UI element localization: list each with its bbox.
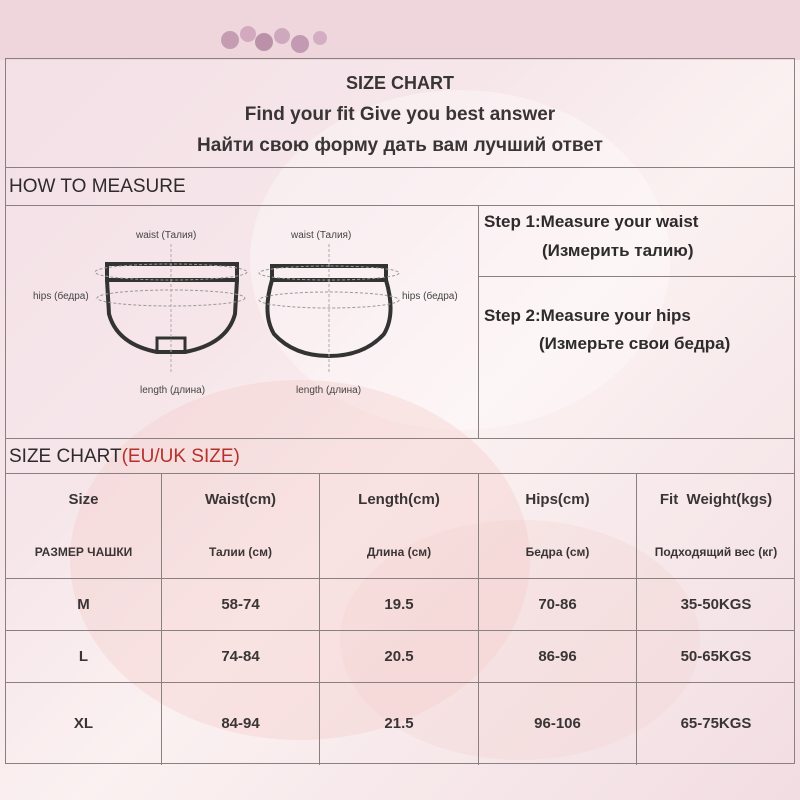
size-chart-heading-suffix: (EU/UK SIZE) xyxy=(121,446,240,467)
col-header-size: Size xyxy=(68,490,99,508)
size-cell: L xyxy=(78,647,89,665)
hips-cell: 96-106 xyxy=(534,714,581,732)
length-cell: 19.5 xyxy=(384,595,414,613)
col-header-size-ru: РАЗМЕР ЧАШКИ xyxy=(34,544,133,559)
waist-cell: 74-84 xyxy=(221,647,260,665)
page-title: SIZE CHART xyxy=(346,73,454,93)
col-header-hips: Hips(cm) xyxy=(525,490,590,508)
back-hips-label: hips (бедра) xyxy=(402,291,458,302)
waist-cell: 58-74 xyxy=(221,595,260,613)
col-header-waist: Waist(cm) xyxy=(204,490,277,508)
col-header-hips-ru: Бедра (см) xyxy=(525,544,590,559)
weight-cell: 50-65KGS xyxy=(680,647,752,665)
subtitle-english: Find your fit Give you best answer xyxy=(244,104,556,125)
step1-russian-text: (Измерить талию) xyxy=(542,241,694,260)
col-header-waist-ru: Талии (см) xyxy=(209,544,272,559)
weight-cell: 35-50KGS xyxy=(680,595,752,613)
step2-text: Step 2:Measure your hips xyxy=(484,306,691,325)
step2-russian-text: (Измерьте свои бедра) xyxy=(539,334,731,353)
hips-cell: 86-96 xyxy=(538,647,577,665)
size-chart-heading-prefix: SIZE CHART xyxy=(9,446,122,467)
front-length-label: length (длина) xyxy=(140,385,206,396)
waist-cell: 84-94 xyxy=(221,714,260,732)
size-chart-heading xyxy=(9,446,240,468)
flower-decoration xyxy=(221,26,327,53)
weight-cell: 65-75KGS xyxy=(680,714,752,732)
col-header-length: Length(cm) xyxy=(358,490,440,508)
front-hips-label: hips (бедра) xyxy=(33,291,89,302)
hips-cell: 70-86 xyxy=(538,595,577,613)
back-length-label: length (длина) xyxy=(296,385,362,396)
front-waist-label: waist (Талия) xyxy=(136,230,197,241)
back-waist-label: waist (Талия) xyxy=(291,230,352,241)
size-chart-sheet xyxy=(5,58,795,764)
step1-text: Step 1:Measure your waist xyxy=(484,212,699,231)
size-cell: XL xyxy=(73,714,94,732)
length-cell: 20.5 xyxy=(384,647,414,665)
col-header-weight-ru: Подходящий вес (кг) xyxy=(654,544,778,559)
length-cell: 21.5 xyxy=(384,714,414,732)
col-header-length-ru: Длина (см) xyxy=(366,544,432,559)
front-brief-diagram xyxy=(91,244,251,374)
col-header-weight: Fit Weight(kgs) xyxy=(659,490,773,508)
back-brief-diagram xyxy=(254,244,404,374)
subtitle-russian: Найти свою форму дать вам лучший ответ xyxy=(197,135,603,156)
size-cell: M xyxy=(77,595,90,613)
how-to-measure-heading: HOW TO MEASURE xyxy=(9,176,186,197)
